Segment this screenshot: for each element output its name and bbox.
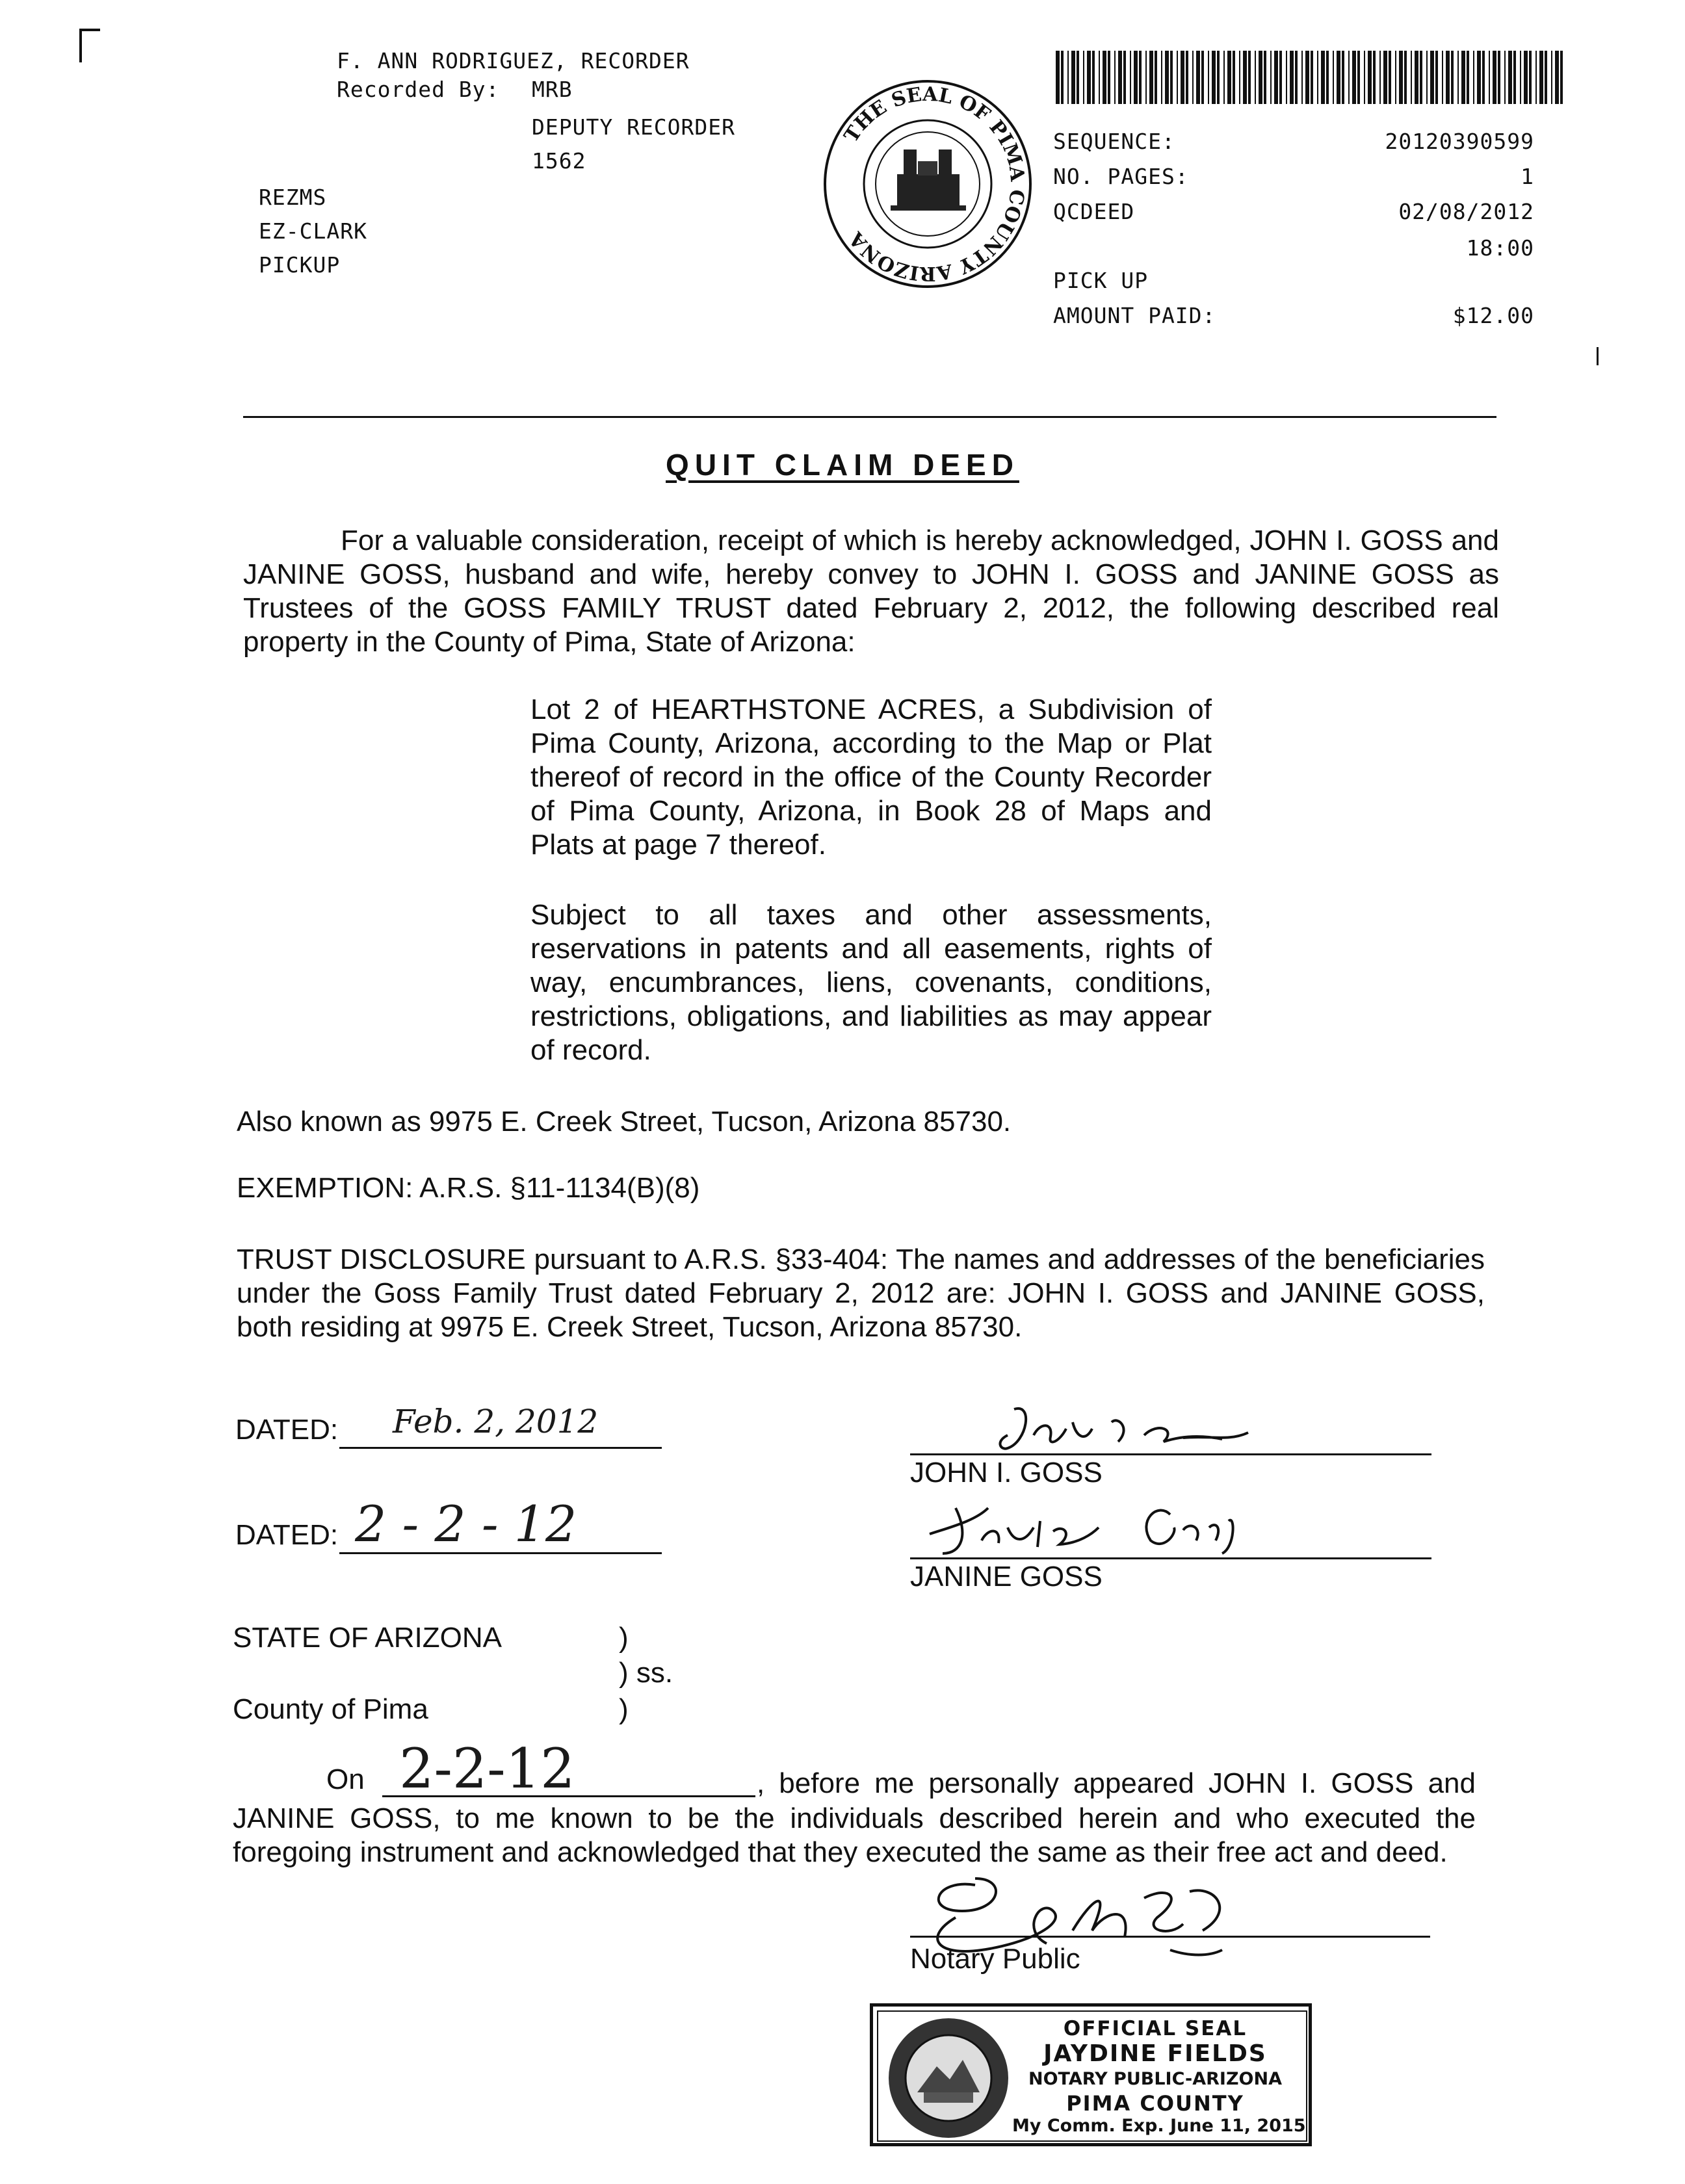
recorder-line: F. ANN RODRIGUEZ, RECORDER — [337, 48, 690, 73]
dated-1-handwritten: Feb. 2, 2012 — [393, 1403, 599, 1440]
recording-date: 02/08/2012 — [1398, 199, 1534, 224]
sequence-value: 20120390599 — [1385, 129, 1534, 154]
recording-time: 18:00 — [1466, 235, 1534, 261]
seal-title: OFFICIAL SEAL — [1063, 2017, 1247, 2040]
recorded-by-value: MRB — [532, 77, 573, 102]
also-known-as: Also known as 9975 E. Creek Street, Tucson, Arizona 85730. — [237, 1106, 1012, 1138]
amount-label: AMOUNT PAID: — [1053, 303, 1216, 328]
seal-commission-expiry: My Comm. Exp. June 11, 2015 — [1012, 2116, 1306, 2136]
seal-ring-text: THE SEAL OF PIMA COUNTY ARIZONA — [839, 83, 1029, 285]
signature-janine — [910, 1488, 1274, 1566]
exemption: EXEMPTION: A.R.S. §11-1134(B)(8) — [237, 1172, 700, 1204]
sequence-label: SEQUENCE: — [1053, 129, 1175, 154]
legal-description: Lot 2 of HEARTHSTONE ACRES, a Subdivision of Pima County, Arizona, according to the Map or Plat thereof of record in the office of the County Recorder of Pima County, Arizona, in Book 28 of Maps and Plats at page 7 thereof. — [530, 694, 1212, 861]
ack-on-label: On — [326, 1763, 365, 1795]
header-divider — [243, 416, 1496, 418]
doc-type: QCDEED — [1053, 199, 1135, 224]
pickup-label: PICK UP — [1053, 268, 1149, 293]
arizona-state-seal-icon — [885, 2014, 1012, 2142]
pages-label: NO. PAGES: — [1053, 164, 1189, 189]
code-ez-clark: EZ-CLARK — [259, 218, 367, 244]
deputy-number: 1562 — [532, 148, 586, 174]
code-pickup: PICKUP — [259, 252, 341, 278]
corner-mark-horizontal — [79, 29, 100, 31]
pages-value: 1 — [1521, 164, 1534, 189]
pima-county-seal — [820, 77, 1035, 291]
ack-rest: JANINE GOSS, to me known to be the individuals described herein and who executed the foregoing instrument and acknowledged that they executed the same as their free act and deed. — [233, 1802, 1476, 1868]
corner-mark-vertical — [79, 29, 82, 62]
recorded-by-label: Recorded By: — [337, 77, 500, 102]
signature-john — [988, 1396, 1261, 1461]
margin-tick — [1597, 347, 1599, 365]
dated-2-handwritten: 2 - 2 - 12 — [355, 1495, 577, 1553]
deputy-recorder: DEPUTY RECORDER — [532, 114, 736, 140]
amount-value: $12.00 — [1452, 303, 1534, 328]
signer-1-name: JOHN I. GOSS — [910, 1457, 1103, 1488]
intro-paragraph: For a valuable consideration, receipt of which is hereby acknowledged, JOHN I. GOSS and JANINE GOSS, husband and wife, hereby convey to JOHN I. GOSS and JANINE GOSS as Trustees of the GOSS FAMILY TRUST dated February 2, 2012, the following described real property in the County of Pima, State of Arizona: — [243, 525, 1499, 658]
dated-label-2: DATED: — [235, 1519, 339, 1551]
code-rezms: REZMS — [259, 185, 327, 210]
venue-paren-1: ) — [619, 1622, 629, 1654]
notary-public-label: Notary Public — [910, 1943, 1080, 1975]
seal-county: PIMA COUNTY — [1066, 2091, 1244, 2116]
seal-notary-role: NOTARY PUBLIC-ARIZONA — [1028, 2069, 1282, 2089]
dated-label-1: DATED: — [235, 1414, 339, 1446]
seal-notary-name: JAYDINE FIELDS — [1043, 2040, 1267, 2067]
notary-official-seal — [870, 2003, 1312, 2146]
subject-to: Subject to all taxes and other assessments, reservations in patents and all easements, rights of way, encumbrances, liens, covenants, conditions, restrictions, obligations, and liabilities as may appear of record. — [530, 899, 1212, 1066]
signer-2-name: JANINE GOSS — [910, 1561, 1103, 1592]
venue-county: County of Pima — [233, 1693, 428, 1725]
recording-barcode — [1056, 51, 1569, 104]
ack-date-handwritten: 2-2-12 — [399, 1737, 575, 1800]
document-title: QUIT CLAIM DEED — [666, 448, 1019, 482]
trust-disclosure: TRUST DISCLOSURE pursuant to A.R.S. §33-404: The names and addresses of the beneficiaries under the Goss Family Trust dated February 2, 2012 are: JOHN I. GOSS and JANINE GOSS, both residing at 9975 E. Creek Street, Tucson, Arizona 85730. — [237, 1243, 1485, 1343]
ack-first-line: , before me personally appeared JOHN I. GOSS and — [757, 1767, 1476, 1799]
venue-paren-ss: ) ss. — [619, 1657, 673, 1689]
venue-paren-3: ) — [619, 1693, 629, 1725]
notary-signature-line — [910, 1936, 1430, 1938]
venue-state: STATE OF ARIZONA — [233, 1622, 502, 1654]
dated-line-1 — [339, 1447, 662, 1449]
